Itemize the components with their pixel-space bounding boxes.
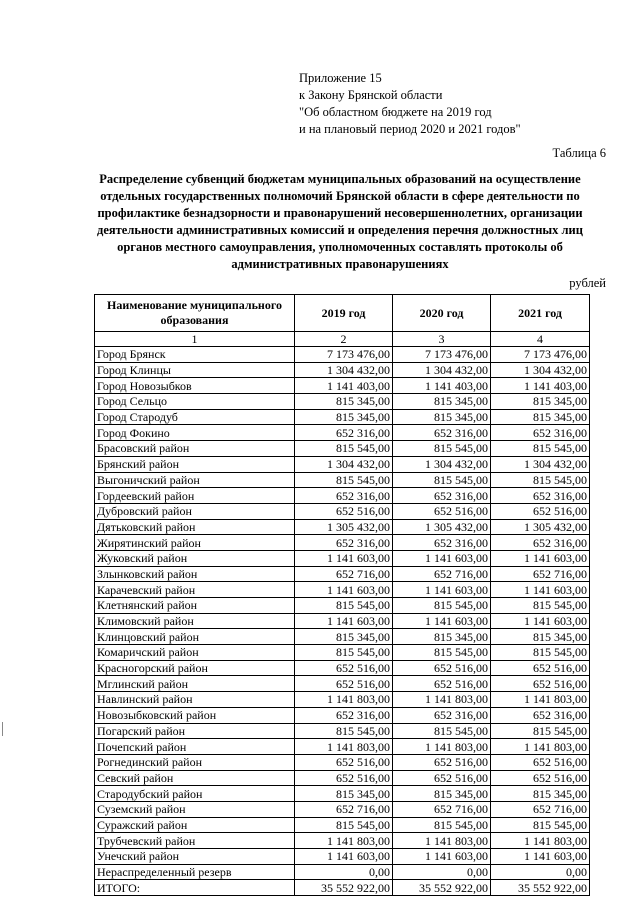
municipality-name: Брасовский район (95, 441, 295, 457)
value-2019: 815 545,00 (295, 472, 393, 488)
value-2020: 652 516,00 (393, 503, 491, 519)
municipality-name: Мглинский район (95, 676, 295, 692)
value-2020: 815 545,00 (393, 441, 491, 457)
appendix-line-2: к Закону Брянской области (299, 88, 443, 102)
units-label: рублей (569, 276, 606, 290)
value-2019: 815 545,00 (295, 441, 393, 457)
value-2021: 652 316,00 (491, 707, 590, 723)
value-2020: 815 545,00 (393, 472, 491, 488)
value-2019: 815 545,00 (295, 598, 393, 614)
table-row (95, 394, 590, 410)
column-number-row (95, 332, 590, 347)
municipality-name: Новозыбковский район (95, 707, 295, 723)
municipality-name: Город Новозыбков (95, 378, 295, 394)
value-2020: 1 141 603,00 (393, 550, 491, 566)
municipality-name: Комаричский район (95, 645, 295, 661)
municipality-name: Унечский район (95, 849, 295, 865)
table-row (95, 801, 590, 817)
municipality-name: Севский район (95, 770, 295, 786)
municipality-name: Погарский район (95, 723, 295, 739)
appendix-line-1: Приложение 15 (299, 71, 382, 85)
value-2020: 815 545,00 (393, 598, 491, 614)
table-row (95, 503, 590, 519)
header-2019: 2019 год (295, 295, 393, 332)
municipality-name: Клинцовский район (95, 629, 295, 645)
table-row (95, 629, 590, 645)
value-2019: 652 716,00 (295, 801, 393, 817)
municipality-name: Жирятинский район (95, 535, 295, 551)
value-2021: 1 141 603,00 (491, 582, 590, 598)
municipality-name: Климовский район (95, 613, 295, 629)
header-2021: 2021 год (491, 295, 590, 332)
municipality-name: Город Стародуб (95, 409, 295, 425)
value-2019: 652 516,00 (295, 503, 393, 519)
value-2020: 652 716,00 (393, 801, 491, 817)
value-2020: 815 345,00 (393, 409, 491, 425)
value-2019: 1 141 803,00 (295, 692, 393, 708)
value-2021: 815 345,00 (491, 629, 590, 645)
table-row (95, 849, 590, 865)
table-row (95, 409, 590, 425)
value-2021: 815 545,00 (491, 645, 590, 661)
value-2020: 652 316,00 (393, 425, 491, 441)
value-2021: 652 516,00 (491, 770, 590, 786)
column-number: 1 (95, 332, 295, 347)
table-row (95, 880, 590, 896)
header-name: Наименование муниципального образования (95, 295, 295, 332)
table-row (95, 347, 590, 363)
value-2020: 652 516,00 (393, 754, 491, 770)
value-2020: 815 345,00 (393, 629, 491, 645)
value-2019: 652 516,00 (295, 660, 393, 676)
value-2019: 652 516,00 (295, 770, 393, 786)
value-2020: 652 716,00 (393, 566, 491, 582)
value-2021: 1 304 432,00 (491, 456, 590, 472)
value-2020: 815 545,00 (393, 817, 491, 833)
table-header-row (95, 295, 590, 332)
value-2019: 0,00 (295, 864, 393, 880)
value-2020: 1 141 803,00 (393, 739, 491, 755)
municipality-name: Злынковский район (95, 566, 295, 582)
appendix-block (299, 70, 521, 138)
value-2019: 652 316,00 (295, 535, 393, 551)
value-2021: 652 316,00 (491, 535, 590, 551)
municipality-name: Брянский район (95, 456, 295, 472)
value-2019: 1 304 432,00 (295, 362, 393, 378)
subsidy-table (94, 294, 590, 896)
value-2021: 1 305 432,00 (491, 519, 590, 535)
value-2021: 815 545,00 (491, 441, 590, 457)
appendix-line-4: и на плановый период 2020 и 2021 годов" (299, 122, 521, 136)
municipality-name: Жуковский район (95, 550, 295, 566)
document-title: Распределение субвенций бюджетам муниципальных образований на осуществление отдельных государственных полномочий Брянской области в сфере деятельности по профилактике безнадзорности и правонарушений несовершеннолетних, организации деятельности административных комиссий и определения перечня должностных лиц органов местного самоуправления, уполномоченных составлять протоколы об административных правонарушениях (97, 172, 583, 271)
table-row (95, 535, 590, 551)
municipality-name: Город Клинцы (95, 362, 295, 378)
header-2020: 2020 год (393, 295, 491, 332)
municipality-name: Карачевский район (95, 582, 295, 598)
value-2021: 815 545,00 (491, 723, 590, 739)
table-row (95, 362, 590, 378)
value-2020: 815 545,00 (393, 645, 491, 661)
value-2021: 1 141 603,00 (491, 613, 590, 629)
value-2021: 1 141 403,00 (491, 378, 590, 394)
table-row (95, 566, 590, 582)
value-2019: 815 545,00 (295, 817, 393, 833)
value-2019: 1 141 403,00 (295, 378, 393, 394)
value-2020: 1 141 603,00 (393, 849, 491, 865)
value-2020: 1 304 432,00 (393, 456, 491, 472)
value-2019: 815 345,00 (295, 786, 393, 802)
value-2019: 1 141 803,00 (295, 833, 393, 849)
value-2021: 1 141 803,00 (491, 739, 590, 755)
value-2021: 815 545,00 (491, 472, 590, 488)
municipality-name: Стародубский район (95, 786, 295, 802)
value-2020: 0,00 (393, 864, 491, 880)
table-body (95, 347, 590, 896)
value-2019: 815 545,00 (295, 723, 393, 739)
table-row (95, 582, 590, 598)
value-2021: 815 345,00 (491, 394, 590, 410)
table-row (95, 754, 590, 770)
value-2019: 652 316,00 (295, 488, 393, 504)
value-2020: 1 141 403,00 (393, 378, 491, 394)
value-2019: 1 141 603,00 (295, 550, 393, 566)
table-row (95, 425, 590, 441)
municipality-name: Город Фокино (95, 425, 295, 441)
value-2021: 652 516,00 (491, 676, 590, 692)
municipality-name: Выгоничский район (95, 472, 295, 488)
table-row (95, 378, 590, 394)
value-2019: 652 716,00 (295, 566, 393, 582)
value-2019: 1 141 603,00 (295, 613, 393, 629)
value-2021: 815 545,00 (491, 598, 590, 614)
value-2019: 652 516,00 (295, 754, 393, 770)
value-2019: 1 305 432,00 (295, 519, 393, 535)
value-2020: 815 345,00 (393, 786, 491, 802)
value-2021: 815 345,00 (491, 409, 590, 425)
value-2019: 1 141 603,00 (295, 849, 393, 865)
value-2019: 652 316,00 (295, 425, 393, 441)
table-row (95, 441, 590, 457)
table-row (95, 770, 590, 786)
column-number: 3 (393, 332, 491, 347)
table-row (95, 817, 590, 833)
table-row (95, 488, 590, 504)
value-2020: 1 304 432,00 (393, 362, 491, 378)
value-2021: 652 716,00 (491, 566, 590, 582)
value-2020: 1 305 432,00 (393, 519, 491, 535)
value-2021: 652 716,00 (491, 801, 590, 817)
value-2019: 35 552 922,00 (295, 880, 393, 896)
value-2021: 35 552 922,00 (491, 880, 590, 896)
table-row (95, 723, 590, 739)
value-2020: 1 141 803,00 (393, 692, 491, 708)
value-2021: 0,00 (491, 864, 590, 880)
municipality-name: Суражский район (95, 817, 295, 833)
value-2020: 652 516,00 (393, 660, 491, 676)
value-2020: 652 516,00 (393, 770, 491, 786)
table-row (95, 456, 590, 472)
value-2021: 652 516,00 (491, 754, 590, 770)
value-2020: 815 545,00 (393, 723, 491, 739)
value-2020: 652 516,00 (393, 676, 491, 692)
value-2021: 815 545,00 (491, 817, 590, 833)
value-2021: 652 516,00 (491, 660, 590, 676)
table-label: Таблица 6 (552, 146, 606, 160)
column-number: 2 (295, 332, 393, 347)
value-2021: 1 141 603,00 (491, 849, 590, 865)
value-2019: 1 304 432,00 (295, 456, 393, 472)
value-2020: 815 345,00 (393, 394, 491, 410)
table-row (95, 472, 590, 488)
value-2019: 815 345,00 (295, 409, 393, 425)
value-2021: 1 304 432,00 (491, 362, 590, 378)
table-row (95, 613, 590, 629)
table-row (95, 739, 590, 755)
value-2020: 7 173 476,00 (393, 347, 491, 363)
value-2019: 815 545,00 (295, 645, 393, 661)
municipality-name: Клетнянский район (95, 598, 295, 614)
table-row (95, 550, 590, 566)
table-row (95, 864, 590, 880)
value-2019: 7 173 476,00 (295, 347, 393, 363)
value-2021: 7 173 476,00 (491, 347, 590, 363)
value-2020: 652 316,00 (393, 488, 491, 504)
value-2021: 652 316,00 (491, 488, 590, 504)
value-2020: 652 316,00 (393, 707, 491, 723)
municipality-name: Суземский район (95, 801, 295, 817)
municipality-name: Навлинский район (95, 692, 295, 708)
value-2021: 652 516,00 (491, 503, 590, 519)
table-row (95, 660, 590, 676)
value-2020: 1 141 603,00 (393, 582, 491, 598)
value-2019: 815 345,00 (295, 394, 393, 410)
municipality-name: Почепский район (95, 739, 295, 755)
table-row (95, 833, 590, 849)
municipality-name: Город Брянск (95, 347, 295, 363)
value-2020: 35 552 922,00 (393, 880, 491, 896)
value-2020: 1 141 603,00 (393, 613, 491, 629)
value-2019: 652 516,00 (295, 676, 393, 692)
table-row (95, 598, 590, 614)
municipality-name: Нераспределенный резерв (95, 864, 295, 880)
value-2019: 815 345,00 (295, 629, 393, 645)
municipality-name: Дятьковский район (95, 519, 295, 535)
value-2021: 652 316,00 (491, 425, 590, 441)
municipality-name: Трубчевский район (95, 833, 295, 849)
value-2021: 1 141 803,00 (491, 692, 590, 708)
value-2020: 652 316,00 (393, 535, 491, 551)
municipality-name: Красногорский район (95, 660, 295, 676)
value-2021: 815 345,00 (491, 786, 590, 802)
value-2019: 1 141 603,00 (295, 582, 393, 598)
value-2019: 652 316,00 (295, 707, 393, 723)
municipality-name: Гордеевский район (95, 488, 295, 504)
table-row (95, 676, 590, 692)
appendix-line-3: "Об областном бюджете на 2019 год (299, 105, 492, 119)
value-2021: 1 141 603,00 (491, 550, 590, 566)
value-2020: 1 141 803,00 (393, 833, 491, 849)
table-row (95, 692, 590, 708)
table-row (95, 645, 590, 661)
municipality-name: Рогнединский район (95, 754, 295, 770)
table-row (95, 786, 590, 802)
table-row (95, 519, 590, 535)
municipality-name: Город Сельцо (95, 394, 295, 410)
municipality-name: Дубровский район (95, 503, 295, 519)
municipality-name: ИТОГО: (95, 880, 295, 896)
value-2021: 1 141 803,00 (491, 833, 590, 849)
table-row (95, 707, 590, 723)
margin-mark (2, 722, 3, 736)
column-number: 4 (491, 332, 590, 347)
value-2019: 1 141 803,00 (295, 739, 393, 755)
